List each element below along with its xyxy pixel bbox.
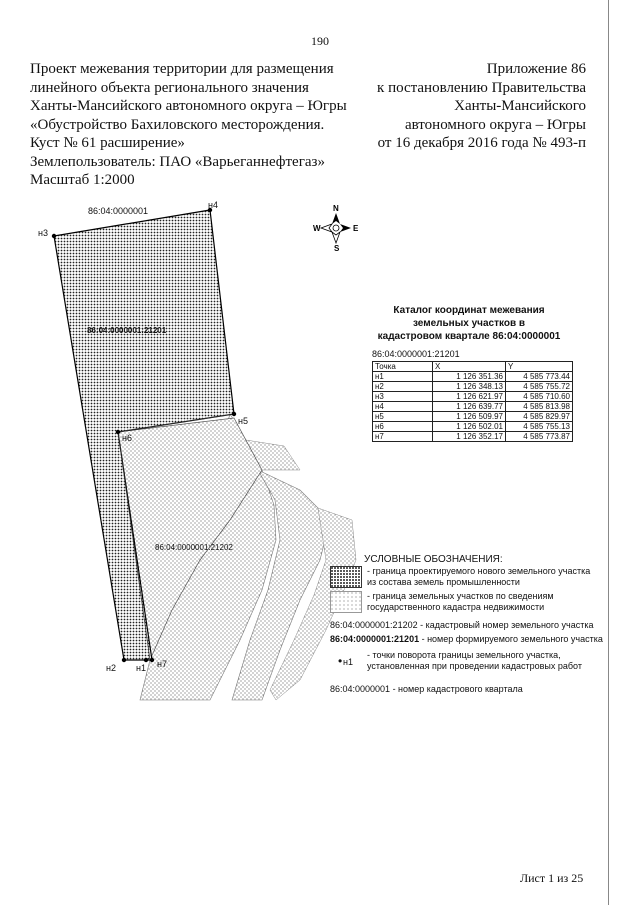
catalog-title-line: Каталог координат межевания xyxy=(393,305,545,316)
cell: н3 xyxy=(373,392,433,402)
legend-point-symbol: • н1 xyxy=(338,654,353,668)
point-label-n7: н7 xyxy=(157,659,167,669)
appendix-line: к постановлению Правительства xyxy=(377,79,586,96)
legend-text: установленная при проведении кадастровых работ xyxy=(367,661,582,671)
compass-w: W xyxy=(313,224,321,233)
cell: 1 126 639.77 xyxy=(433,402,506,412)
legend-title: УСЛОВНЫЕ ОБОЗНАЧЕНИЯ: xyxy=(364,554,503,565)
table-row xyxy=(373,432,573,442)
point-marker xyxy=(52,234,56,238)
point-label-n2: н2 xyxy=(106,663,116,673)
legend-point-desc xyxy=(367,650,582,672)
table-row xyxy=(373,372,573,382)
header-cell: X xyxy=(433,362,506,372)
compass-e: E xyxy=(353,224,359,233)
cell: 1 126 348.13 xyxy=(433,382,506,392)
quarter-label: 86:04:0000001 xyxy=(88,206,149,216)
cell: 1 126 502.01 xyxy=(433,422,506,432)
header-line: Землепользователь: ПАО «Варьеганнефтегаз» xyxy=(30,153,325,170)
page-number: 190 xyxy=(311,34,329,48)
point-marker xyxy=(150,658,154,662)
point-marker xyxy=(122,658,126,662)
appendix-line: автономного округа – Югры xyxy=(404,116,586,133)
cell: 4 585 755.72 xyxy=(506,382,573,392)
cell: 4 585 710.60 xyxy=(506,392,573,402)
legend-text: - граница проектируемого нового земельного участка xyxy=(367,566,591,576)
table-row xyxy=(373,392,573,402)
cell: 4 585 813.98 xyxy=(506,402,573,412)
header-cell: Y xyxy=(506,362,573,372)
compass-s: S xyxy=(334,244,340,253)
margin-line xyxy=(608,0,609,905)
appendix-line: Приложение 86 xyxy=(486,61,586,77)
coordinate-table xyxy=(372,361,573,442)
parcel-existing-label: 86:04:0000001:21202 xyxy=(155,543,233,552)
table-row xyxy=(373,412,573,422)
appendix-header xyxy=(360,60,586,153)
point-label-n4: н4 xyxy=(208,200,218,210)
survey-map xyxy=(0,190,600,710)
cell: 4 585 773.87 xyxy=(506,432,573,442)
project-header xyxy=(30,60,347,190)
header-cell: Точка xyxy=(373,362,433,372)
point-label-n6: н6 xyxy=(122,433,132,443)
catalog-title-line: кадастровом квартале 86:04:0000001 xyxy=(377,331,561,342)
legend-code: 86:04:0000001:21202 xyxy=(330,620,418,630)
cell: 4 585 829.97 xyxy=(506,412,573,422)
legend-item-existing xyxy=(367,591,554,613)
legend-code-existing xyxy=(330,620,593,630)
header-line: «Обустройство Бахиловского месторождения. xyxy=(30,116,325,133)
appendix-line: от 16 декабря 2016 года № 493-п xyxy=(377,135,586,151)
point-marker xyxy=(144,658,148,662)
parcel-new-label: 86:04:0000001:21201 xyxy=(87,326,167,335)
appendix-line: Ханты-Мансийского xyxy=(454,98,586,114)
cell: н6 xyxy=(373,422,433,432)
sheet-number: Лист 1 из 25 xyxy=(520,871,584,885)
cell: 4 585 755.13 xyxy=(506,422,573,432)
point-marker xyxy=(116,430,120,434)
legend-code: 86:04:0000001 xyxy=(330,684,391,694)
table-header-row xyxy=(373,362,573,372)
catalog-subtitle: 86:04:0000001:21201 xyxy=(372,349,460,359)
table-row xyxy=(373,422,573,432)
table-row xyxy=(373,382,573,392)
cell: 1 126 351.36 xyxy=(433,372,506,382)
legend-point-label: н1 xyxy=(342,657,353,667)
cell: 1 126 352.17 xyxy=(433,432,506,442)
cell: н5 xyxy=(373,412,433,422)
legend-swatch-existing xyxy=(330,591,362,613)
header-line: Масштаб 1:2000 xyxy=(30,172,135,188)
header-line: Проект межевания территории для размещения xyxy=(30,61,334,77)
header-line: линейного объекта регионального значения xyxy=(30,79,309,96)
legend-item-new xyxy=(367,566,590,588)
legend-code-desc: - номер кадастрового квартала xyxy=(390,684,523,694)
existing-parcels xyxy=(118,414,356,700)
cell: 4 585 773.44 xyxy=(506,372,573,382)
legend-quarter xyxy=(330,684,523,694)
cell: 1 126 509.97 xyxy=(433,412,506,422)
header-line: Куст № 61 расширение» xyxy=(30,135,185,151)
catalog-title xyxy=(360,304,578,343)
cell: н4 xyxy=(373,402,433,412)
legend-swatch-new xyxy=(330,566,362,588)
legend-text: - точки поворота границы земельного участка, xyxy=(367,650,561,660)
point-marker xyxy=(232,412,236,416)
table-row xyxy=(373,402,573,412)
legend-text: - граница земельных участков по сведениям xyxy=(367,591,554,601)
legend-code-new xyxy=(330,634,603,644)
legend-code: 86:04:0000001:21201 xyxy=(330,634,420,644)
point-label-n5: н5 xyxy=(238,416,248,426)
point-label-n3: н3 xyxy=(38,228,48,238)
cell: 1 126 621.97 xyxy=(433,392,506,402)
legend-text: из состава земель промышленности xyxy=(367,577,520,587)
point-label-n1: н1 xyxy=(136,663,146,673)
legend-code-desc: - номер формируемого земельного участка xyxy=(419,634,603,644)
legend-text: государственного кадастра недвижимости xyxy=(367,602,545,612)
header-line: Ханты-Мансийского автономного округа – Югры xyxy=(30,98,347,114)
cell: н7 xyxy=(373,432,433,442)
catalog-title-line: земельных участков в xyxy=(412,318,526,329)
compass-rose xyxy=(313,204,359,253)
compass-n: N xyxy=(333,204,339,213)
cell: н2 xyxy=(373,382,433,392)
cell: н1 xyxy=(373,372,433,382)
legend-code-desc: - кадастровый номер земельного участка xyxy=(417,620,594,630)
